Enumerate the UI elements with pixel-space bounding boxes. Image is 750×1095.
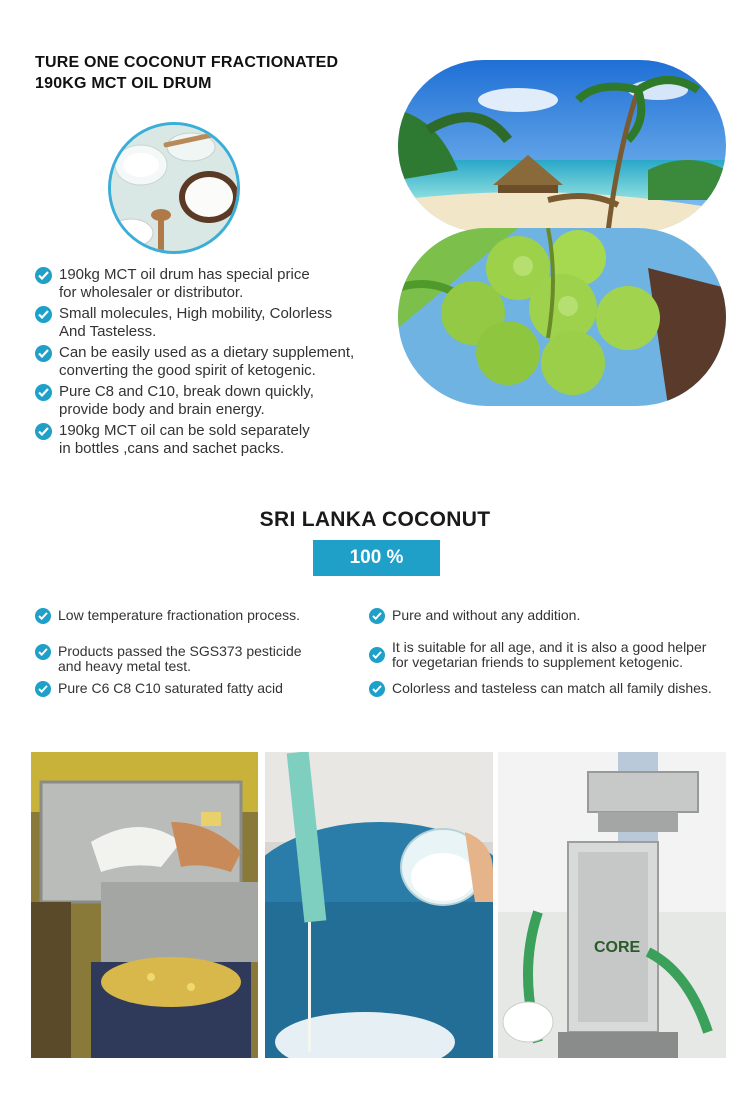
centrifuge-machine-photo (498, 752, 726, 1058)
title-line-1: TURE ONE COCONUT FRACTIONATED (35, 54, 339, 71)
benefit-text: Colorless and tasteless can match all family dishes. (392, 680, 712, 696)
benefits-right-column (369, 608, 744, 696)
feature-text: 190kg MCT oil drum has special price (59, 266, 310, 283)
benefit-item (369, 608, 744, 623)
benefit-text: Pure and without any addition. (392, 607, 581, 623)
feature-text: Small molecules, High mobility, Colorless (59, 305, 333, 322)
page-title (35, 52, 395, 94)
green-coconuts-pill-image (398, 228, 726, 406)
feature-item (35, 422, 400, 458)
feature-text: 190kg MCT oil can be sold separately (59, 422, 310, 439)
check-circle-icon (35, 681, 51, 697)
beach-pill-image (398, 60, 726, 232)
check-circle-icon (35, 345, 52, 362)
title-line-2: 190KG MCT OIL DRUM (35, 75, 212, 92)
benefit-item (369, 681, 744, 696)
percentage-badge: 100 % (313, 540, 440, 576)
check-circle-icon (369, 608, 385, 624)
feature-text: And Tasteless. (59, 323, 157, 340)
feature-item (35, 305, 400, 341)
feature-list (35, 266, 400, 461)
feature-text: for wholesaler or distributor. (59, 284, 244, 301)
origin-title: SRI LANKA COCONUT (259, 508, 491, 531)
benefit-text: It is suitable for all age, and it is also a good helper (392, 639, 707, 655)
check-circle-icon (369, 647, 385, 663)
feature-text: Can be easily used as a dietary supplement, (59, 344, 355, 361)
benefit-item (35, 681, 375, 696)
feature-item (35, 344, 400, 380)
mct-oil-pouring-photo (265, 752, 493, 1058)
benefit-text: and heavy metal test. (58, 658, 192, 674)
feature-text: Pure C8 and C10, break down quickly, (59, 383, 314, 400)
benefits-left-column (35, 608, 375, 696)
benefit-item (35, 644, 375, 674)
check-circle-icon (369, 681, 385, 697)
feature-item (35, 383, 400, 419)
benefit-item (369, 640, 744, 670)
benefit-item (35, 608, 375, 623)
check-circle-icon (35, 644, 51, 660)
check-circle-icon (35, 423, 52, 440)
benefit-text: Pure C6 C8 C10 saturated fatty acid (58, 680, 283, 696)
benefit-text: Low temperature fractionation process. (58, 607, 301, 623)
check-circle-icon (35, 267, 52, 284)
feature-text: provide body and brain energy. (59, 401, 265, 418)
machine-brand-label: CORE (594, 939, 641, 956)
coconut-processing-photo (31, 752, 258, 1058)
feature-text: in bottles ,cans and sachet packs. (59, 440, 285, 457)
check-circle-icon (35, 384, 52, 401)
check-circle-icon (35, 306, 52, 323)
feature-item (35, 266, 400, 302)
feature-text: converting the good spirit of ketogenic. (59, 362, 316, 379)
benefit-text: for vegetarian friends to supplement ketogenic. (392, 654, 684, 670)
coconut-product-circle-image (108, 122, 240, 254)
check-circle-icon (35, 608, 51, 624)
benefit-text: Products passed the SGS373 pesticide (58, 643, 302, 659)
